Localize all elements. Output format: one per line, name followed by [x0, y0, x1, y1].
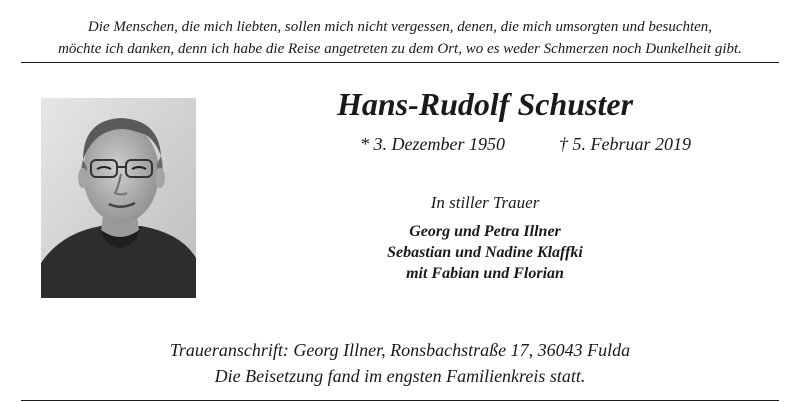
bottom-divider: [21, 400, 779, 401]
memorial-quote: [0, 16, 800, 60]
deceased-name: Hans-Rudolf Schuster: [336, 86, 634, 122]
mourning-address: Traueranschrift: Georg Illner, Ronsbachstraße 17, 36043 Fulda: [169, 340, 631, 360]
top-divider: [21, 62, 779, 63]
birth-date: * 3. Dezember 1950: [360, 134, 505, 154]
mourner-line: Sebastian und Nadine Klaffki: [387, 244, 583, 261]
portrait-photo: [41, 98, 196, 298]
quote-line-1: Die Menschen, die mich liebten, sollen mich nicht vergessen, denen, die mich umsorgten und besuchten,: [87, 19, 713, 35]
portrait-image: [41, 98, 196, 298]
quote-line-2: möchte ich danken, denn ich habe die Reise angetreten zu dem Ort, wo es weder Schmerzen noch Dunkelheit gibt.: [58, 41, 742, 57]
burial-note: Die Beisetzung fand im engsten Familienkreis statt.: [214, 366, 586, 386]
mourners-list: [380, 221, 590, 284]
mourner-line: Georg und Petra Illner: [409, 223, 561, 240]
death-date: † 5. Februar 2019: [559, 134, 691, 154]
mourner-line: mit Fabian und Florian: [406, 265, 564, 282]
mourning-heading: In stiller Trauer: [430, 193, 540, 212]
